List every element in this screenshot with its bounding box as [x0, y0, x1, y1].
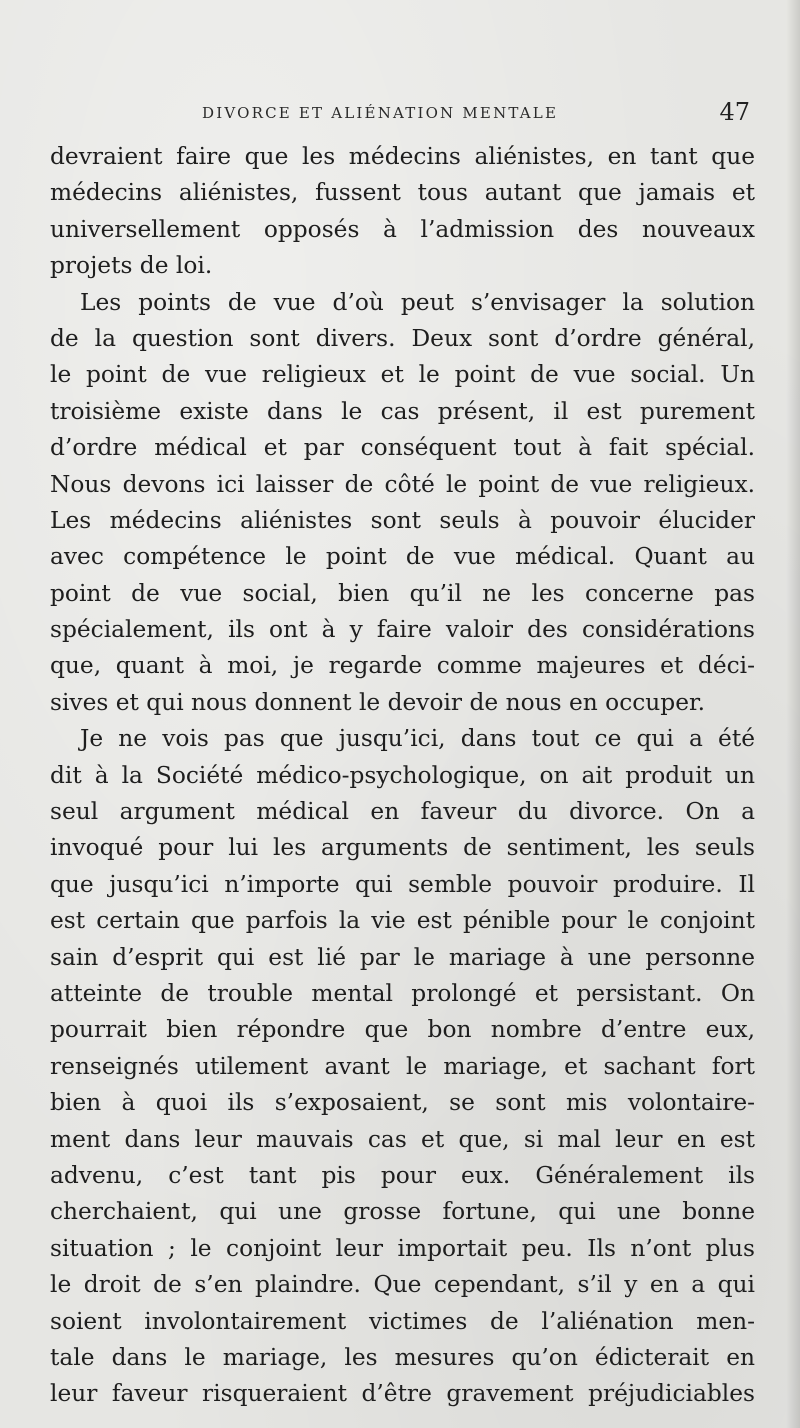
text-line: spécialement, ils ont à y faire valoir des considérations: [50, 616, 755, 644]
text-line: Je ne vois pas que jusqu’ici, dans tout ce qui a été: [80, 725, 755, 753]
text-line: d’ordre médical et par conséquent tout à fait spécial.: [50, 434, 755, 462]
text-line: renseignés utilement avant le mariage, et sachant fort: [50, 1052, 755, 1080]
text-line: dit à la Société médico-psychologique, on ait produit un: [50, 761, 755, 789]
body-text: [50, 139, 755, 1413]
page-number: 47: [719, 98, 750, 126]
text-line: de la question sont divers. Deux sont d’ordre général,: [50, 324, 755, 352]
text-line: Les médecins aliénistes sont seuls à pouvoir élucider: [50, 506, 755, 534]
text-line: ment dans leur mauvais cas et que, si mal leur en est: [50, 1125, 755, 1153]
text-line: universellement opposés à l’admission des nouveaux: [50, 215, 755, 243]
text-line: sives et qui nous donnent le devoir de nous en occuper.: [50, 688, 705, 716]
text-line: devraient faire que les médecins aliénistes, en tant que: [50, 143, 755, 170]
text-line: le droit de s’en plaindre. Que cependant, s’il y en a qui: [50, 1271, 755, 1299]
text-line: seul argument médical en faveur du divorce. On a: [50, 798, 755, 826]
text-line: cherchaient, qui une grosse fortune, qui une bonne: [50, 1198, 755, 1226]
text-line: médecins aliénistes, fussent tous autant que jamais et: [50, 179, 755, 207]
running-header: [50, 98, 750, 128]
text-line: est certain que parfois la vie est pénible pour le conjoint: [50, 907, 755, 935]
text-line: soient involontairement victimes de l’aliénation men-: [50, 1307, 755, 1335]
text-line: pourrait bien répondre que bon nombre d’entre eux,: [50, 1016, 755, 1044]
text-line: troisième existe dans le cas présent, il est purement: [50, 397, 755, 425]
text-line: Les points de vue d’où peut s’envisager la solution: [80, 288, 755, 316]
page-edge-shadow: [786, 0, 800, 1428]
text-line: atteinte de trouble mental prolongé et persistant. On: [50, 979, 755, 1007]
text-line: tale dans le mariage, les mesures qu’on édicterait en: [50, 1343, 755, 1371]
text-line: que jusqu’ici n’importe qui semble pouvoir produire. Il: [50, 870, 755, 898]
text-line: point de vue social, bien qu’il ne les concerne pas: [50, 579, 755, 607]
text-line: advenu, c’est tant pis pour eux. Généralement ils: [50, 1161, 755, 1189]
text-line: avec compétence le point de vue médical. Quant au: [50, 543, 755, 571]
text-line: projets de loi.: [50, 252, 213, 280]
text-line: invoqué pour lui les arguments de sentiment, les seuls: [50, 834, 755, 862]
text-line: Nous devons ici laisser de côté le point de vue religieux.: [50, 470, 755, 498]
text-line: que, quant à moi, je regarde comme majeures et déci-: [50, 652, 755, 680]
text-line: leur faveur risqueraient d’être gravement préjudiciables: [50, 1380, 755, 1408]
text-line: situation ; le conjoint leur importait peu. Ils n’ont plus: [50, 1234, 755, 1262]
running-title: DIVORCE ET ALIÉNATION MENTALE: [202, 104, 559, 122]
text-line: sain d’esprit qui est lié par le mariage à une personne: [50, 943, 755, 971]
text-line: bien à quoi ils s’exposaient, se sont mis volontaire-: [50, 1089, 755, 1117]
text-line: le point de vue religieux et le point de vue social. Un: [50, 361, 755, 389]
